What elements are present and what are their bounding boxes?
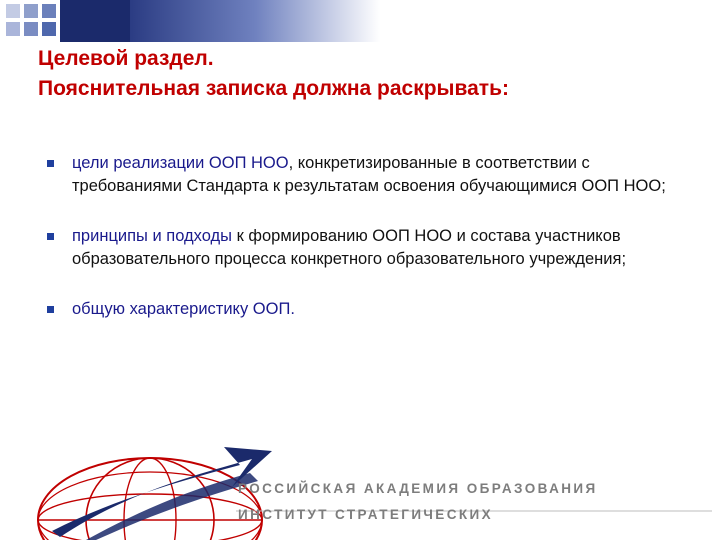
list-item: [44, 225, 684, 271]
page-title: [38, 44, 698, 104]
square-bullet-icon: [47, 233, 54, 240]
footer-line-2: ИНСТИТУТ СТРАТЕГИЧЕСКИХ: [238, 507, 494, 522]
list-item: [44, 152, 684, 198]
bullet-rest-2: к формированию ООП НОО и состава участников образовательного процесса конкретного образовательного учреждения;: [72, 227, 627, 268]
deco-square-5: [24, 22, 38, 36]
deco-square-4: [6, 22, 20, 36]
bullet-rest-1: , конкретизированные в соответствии с требованиями Стандарта к результатам освоения обучающимися ООП НОО;: [72, 154, 666, 195]
deco-square-1: [6, 4, 20, 18]
title-line-1: Целевой раздел.: [38, 47, 214, 70]
deco-square-2: [24, 4, 38, 18]
bullet-text-3: [72, 298, 684, 321]
deco-square-6: [42, 22, 56, 36]
bullet-list: [44, 152, 684, 348]
footer-logo-artwork: [0, 425, 720, 540]
bullet-text-2: [72, 225, 684, 271]
bullet-text-1: [72, 152, 684, 198]
bullet-highlight-3: общую характеристику ООП.: [72, 300, 295, 318]
footer-line-1: РОССИЙСКАЯ АКАДЕМИЯ ОБРАЗОВАНИЯ: [238, 481, 598, 496]
list-item: [44, 298, 684, 321]
deco-bar-dark: [60, 0, 130, 42]
deco-bar-gradient: [130, 0, 380, 42]
title-line-2: Пояснительная записка должна раскрывать:: [38, 77, 509, 100]
bullet-highlight-2: принципы и подходы: [72, 227, 233, 245]
deco-square-3: [42, 4, 56, 18]
bullet-highlight-1: цели реализации ООП НОО: [72, 154, 289, 172]
square-bullet-icon: [47, 306, 54, 313]
square-bullet-icon: [47, 160, 54, 167]
top-decoration-banner: [0, 0, 720, 42]
